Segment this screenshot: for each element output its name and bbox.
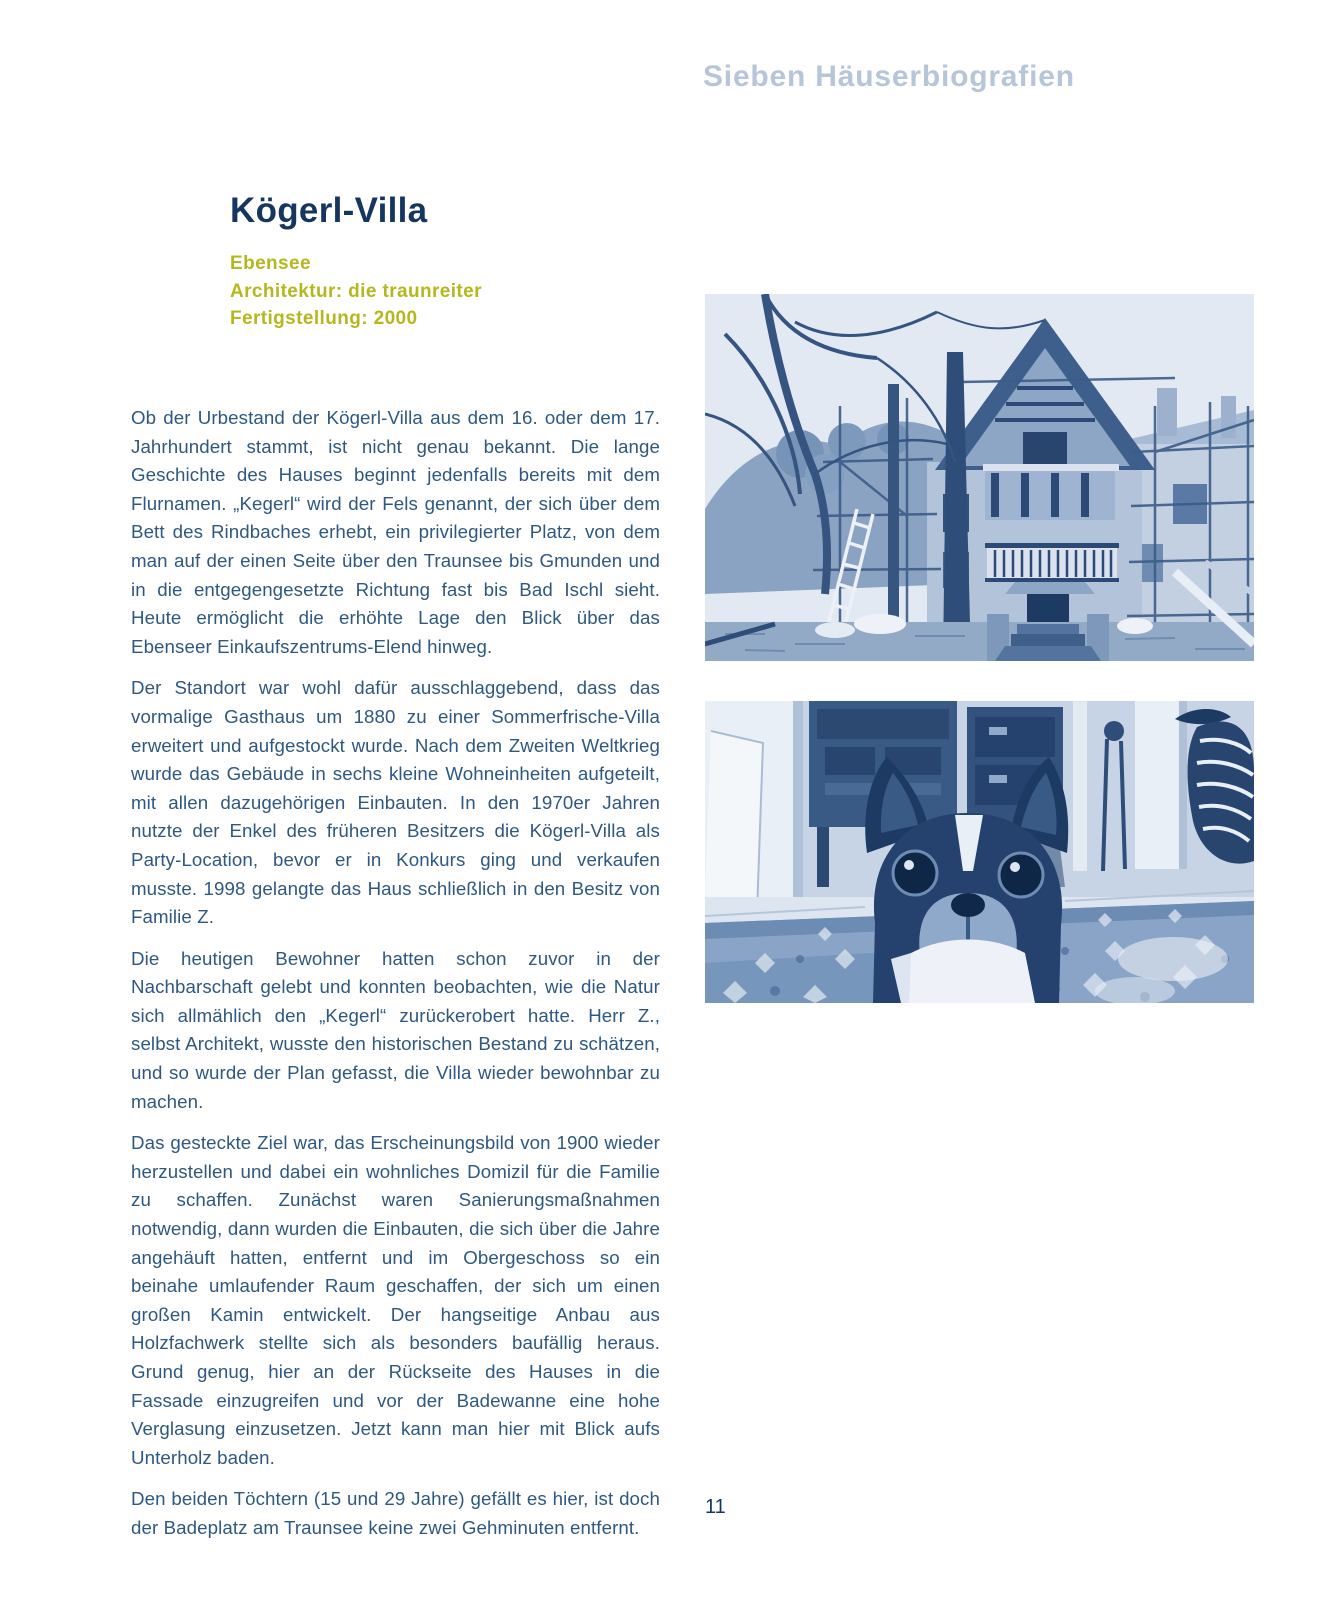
page-number: 11: [705, 1496, 726, 1518]
photo-villa-construction: [705, 294, 1254, 661]
running-header: Sieben Häuserbiografien: [703, 60, 1075, 93]
window-strip: [1073, 701, 1087, 871]
balcony: [985, 543, 1119, 582]
paragraph-5: Den beiden Töchtern (15 und 29 Jahre) gefällt es hier, ist doch der Badeplatz am Traunsee keine zwei Gehminuten entfernt.: [131, 1488, 660, 1538]
photo-dog: [705, 701, 1254, 1003]
meta-completion-year: Fertigstellung: 2000: [230, 308, 418, 329]
page-title: Kögerl-Villa: [230, 191, 428, 230]
meta-location: Ebensee: [230, 253, 311, 274]
paragraph-2: Der Standort war wohl dafür ausschlaggebend, dass das vormalige Gasthaus um 1880 zu einer Sommerfrische-Villa erweitert und aufgestockt wurde. Nach dem Zweiten Weltkrieg wurde das Gebäude in sechs kleine Wohneinheiten aufgeteilt, mit allen dazugehörigen Einbauten. In den 1970er Jahren nutzte der Enkel des früheren Besitzers die Kögerl-Villa als Party-Location, bevor er in Konkurs ging und verkaufen musste. 1998 gelangte das Haus schließlich in den Besitz von Familie Z.: [131, 677, 660, 928]
article-body: [131, 404, 660, 1556]
column: [1135, 701, 1187, 869]
loggia: [983, 464, 1119, 520]
paragraph-1: Ob der Urbestand der Kögerl-Villa aus dem 16. oder dem 17. Jahrhundert stammt, ist nicht genau bekannt. Die lange Geschichte des Hauses beginnt jedenfalls bereits mit dem Flurnamen. „Kegerl“ wird der Fels genannt, der sich über dem Bett des Rindbaches erhebt, ein privilegierter Platz, von dem man auf der einen Seite über den Traunsee bis Gmunden und in die entgegengesetzte Richtung fast bis Bad Ischl sieht. Heute ermöglicht die erhöhte Lage den Blick über das Ebenseer Einkaufszentrums-Elend hinweg.: [131, 407, 660, 657]
paragraph-3: Die heutigen Bewohner hatten schon zuvor in der Nachbarschaft gelebt und konnten beobachten, wie die Natur sich allmählich den „Kegerl“ zurückerobert hatte. Herr Z., selbst Architekt, wusste den historischen Bestand zu schätzen, und so wurde der Plan gefasst, die Villa wieder bewohnbar zu machen.: [131, 947, 660, 1112]
paragraph-4: Das gesteckte Ziel war, das Erscheinungsbild von 1900 wieder herzustellen und dabei ein wohnliches Domizil für die Familie zu schaffen. Zunächst waren Sanierungsmaßnahmen notwendig, dann wurden die Einbauten, die sich über die Jahre angehäuft hatten, entfernt und im Obergeschoss so ein beinahe umlaufender Raum geschaffen, der sich um einen großen Kamin entwickelt. Der hangseitige Anbau aus Holzfachwerk stellte sich als besonders baufällig heraus. Grund genug, hier an der Rückseite des Hauses in die Fassade einzugreifen und vor der Badewanne eine hohe Verglasung einzusetzen. Jetzt kann man hier mit Blick aufs Unterholz baden.: [131, 1132, 660, 1468]
article-meta: [230, 250, 482, 333]
meta-architecture: Architektur: die traunreiter: [230, 280, 482, 302]
doorway: [705, 701, 803, 916]
dog-photo-illustration: [705, 701, 1254, 1003]
villa-photo-illustration: [705, 294, 1254, 661]
